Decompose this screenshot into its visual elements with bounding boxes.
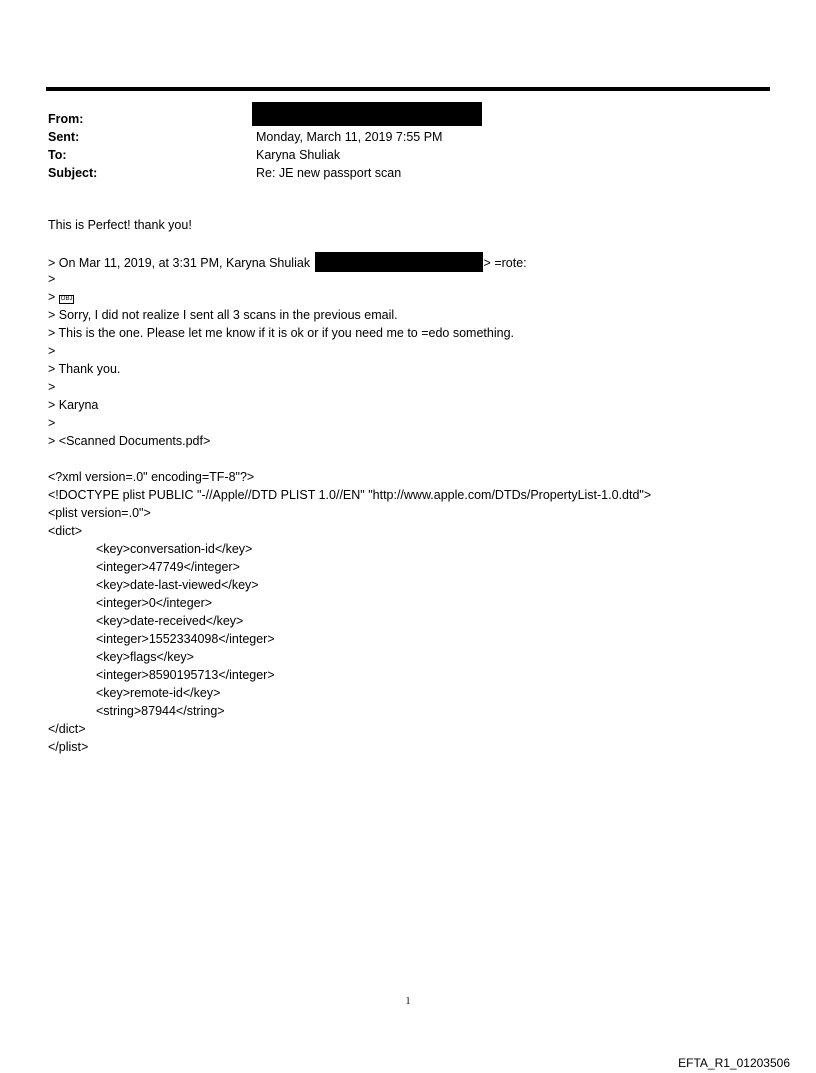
- page-number: 1: [405, 996, 411, 1007]
- header-rule: [46, 87, 770, 91]
- quote-blank: >: [48, 272, 56, 286]
- plist-line: </dict>: [48, 722, 86, 736]
- quote-attachment: > <Scanned Documents.pdf>: [48, 434, 211, 448]
- plist-line: <key>conversation-id</key>: [96, 542, 253, 556]
- to-label: To:: [48, 148, 67, 162]
- plist-line: <key>flags</key>: [96, 650, 194, 664]
- object-placeholder-icon: OBJ: [60, 296, 73, 302]
- reply-text: This is Perfect! thank you!: [48, 218, 192, 232]
- sent-label: Sent:: [48, 130, 80, 144]
- quote-intro-after: > =rote:: [483, 256, 527, 270]
- plist-line: <!DOCTYPE plist PUBLIC "-//Apple//DTD PLIST 1.0//EN" "http://www.apple.com/DTDs/PropertyList-1.0.dtd">: [48, 488, 652, 502]
- quote-line: > Sorry, I did not realize I sent all 3 scans in the previous email.: [48, 308, 398, 322]
- plist-line: <key>remote-id</key>: [96, 686, 221, 700]
- plist-line: <key>date-received</key>: [96, 614, 244, 628]
- quote-intro: [48, 252, 788, 270]
- subject-value: Re: JE new passport scan: [256, 166, 402, 180]
- sent-row: [48, 128, 748, 146]
- to-value: Karyna Shuliak: [256, 148, 341, 162]
- plist-line: <?xml version=.0" encoding=TF-8"?>: [48, 470, 255, 484]
- plist-line: <plist version=.0">: [48, 506, 151, 520]
- plist-line: <integer>8590195713</integer>: [96, 668, 275, 682]
- from-row: [48, 110, 748, 128]
- quote-obj-prefix: >: [48, 290, 59, 304]
- redaction-box: [252, 102, 482, 126]
- from-label: From:: [48, 112, 84, 126]
- sent-value: Monday, March 11, 2019 7:55 PM: [256, 130, 443, 144]
- quote-blank: >: [48, 380, 56, 394]
- email-header: [48, 110, 748, 182]
- quote-obj-line: [48, 288, 788, 306]
- document-id: EFTA_R1_01203506: [678, 1056, 790, 1070]
- plist-line: <integer>1552334098</integer>: [96, 632, 275, 646]
- quote-name: > Karyna: [48, 398, 99, 412]
- plist-line: <integer>47749</integer>: [96, 560, 240, 574]
- subject-row: [48, 164, 748, 182]
- plist-line: <integer>0</integer>: [96, 596, 213, 610]
- quote-blank: >: [48, 416, 56, 430]
- quote-blank: >: [48, 344, 56, 358]
- plist-line: <string>87944</string>: [96, 704, 225, 718]
- quote-thanks: > Thank you.: [48, 362, 121, 376]
- plist-line: <dict>: [48, 524, 83, 538]
- plist-line: <key>date-last-viewed</key>: [96, 578, 259, 592]
- redaction-box: [315, 252, 483, 272]
- to-row: [48, 146, 748, 164]
- quote-line: > This is the one. Please let me know if it is ok or if you need me to =edo something.: [48, 326, 514, 340]
- email-body: [48, 216, 788, 756]
- plist-line: </plist>: [48, 740, 89, 754]
- plist-block: [48, 468, 788, 756]
- quote-intro-before: > On Mar 11, 2019, at 3:31 PM, Karyna Shuliak: [48, 256, 314, 270]
- subject-label: Subject:: [48, 166, 98, 180]
